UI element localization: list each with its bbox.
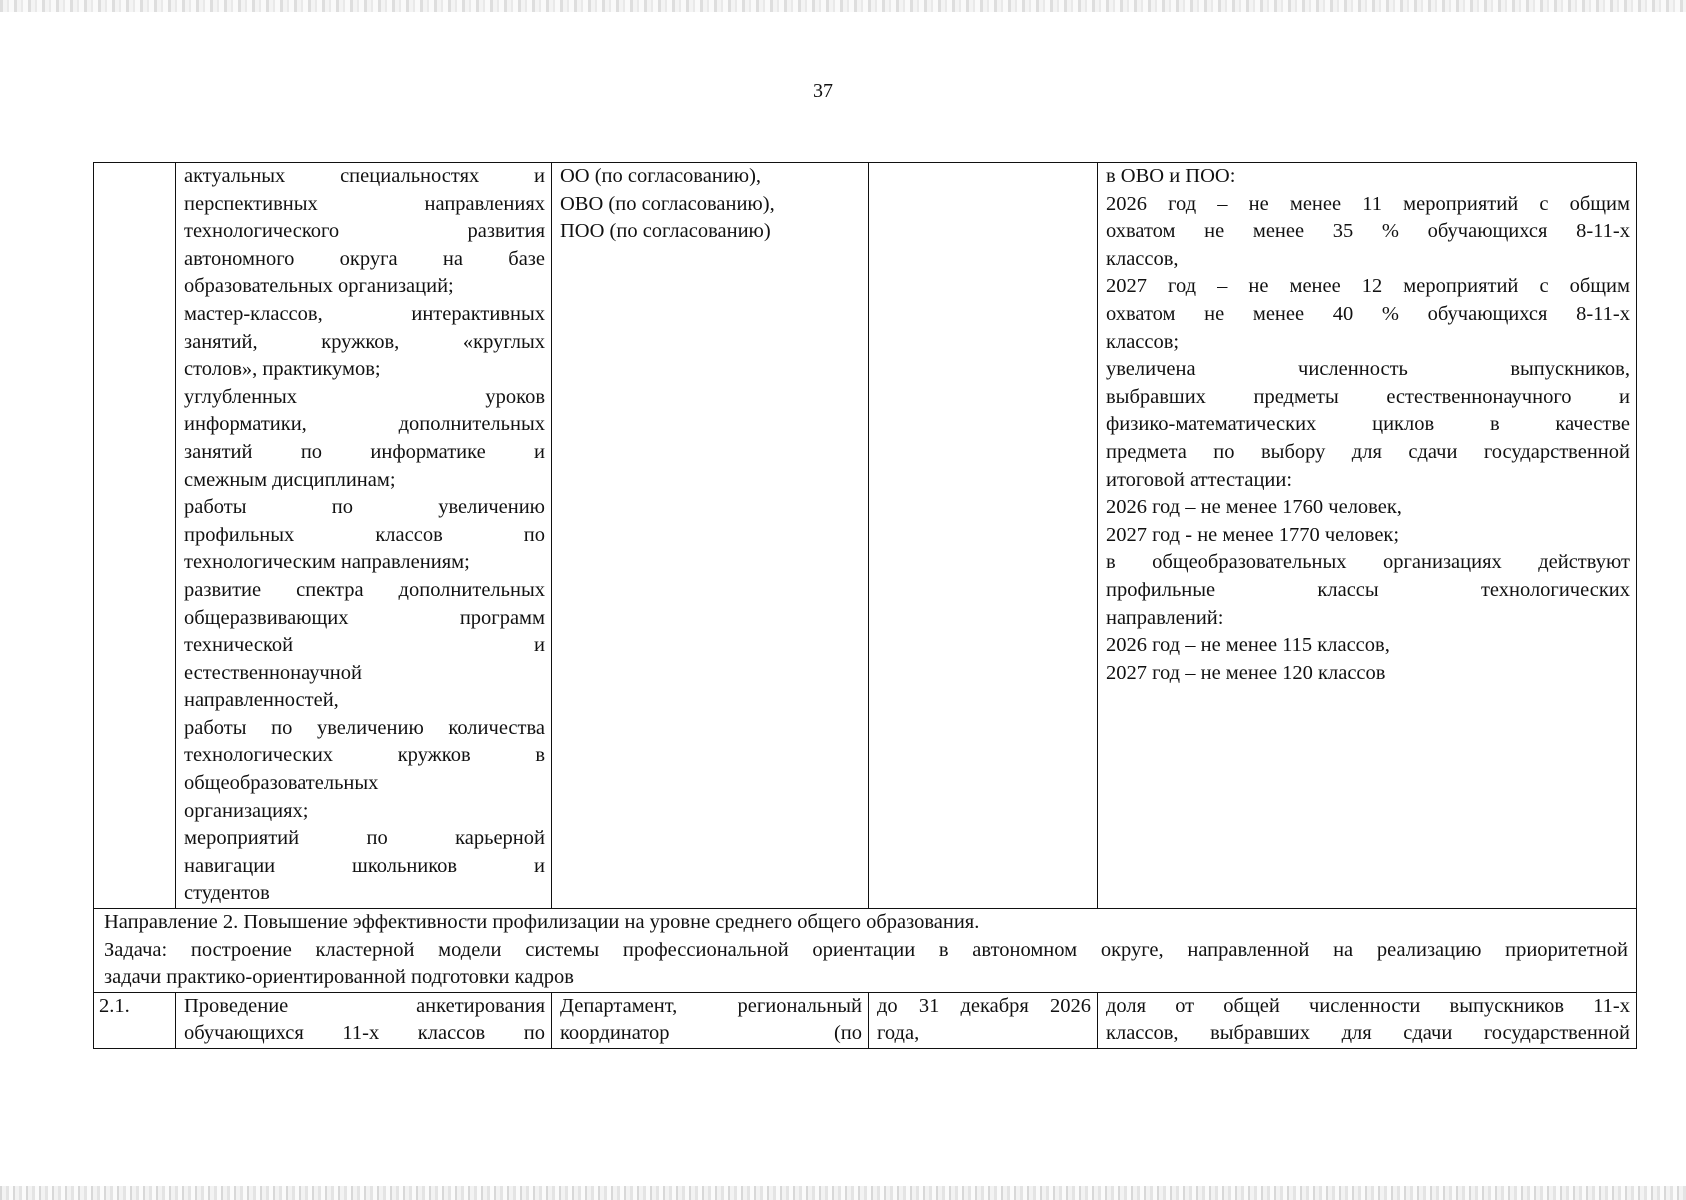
text-line: выбравших предметы естественнонаучного и [1106,385,1630,408]
text-line: Департамент, региональный [560,994,862,1017]
section-cell [94,909,1637,993]
text-line: навигации школьников и [184,854,545,877]
text-line: классов; [1106,330,1180,353]
direction-heading: Направление 2. Повышение эффективности профилизации на уровне среднего общего образования. [104,911,980,934]
text-line: 2027 год - не менее 1770 человек; [1106,523,1400,546]
text-line: 2027 год – не менее 120 классов [1106,661,1386,684]
activity-text [184,163,545,908]
executor-text [560,163,862,246]
row-2-1 [94,992,1637,1048]
plan-table [93,162,1637,1049]
text-line: охватом не менее 35 % обучающихся 8-11-х [1106,220,1630,243]
text-line: технологических кружков в [184,744,545,767]
text-line: профильные классы технологических [1106,578,1630,601]
cell-deadline [869,992,1098,1048]
text-line: технологического развития [184,220,545,243]
text-line: мастер-классов, интерактивных [184,302,545,325]
cell-number [94,163,176,909]
deadline-text [877,993,1091,1048]
continued-row [94,163,1637,909]
text-line: автономного округа на базе [184,247,545,270]
text-line: 2026 год – не менее 1760 человек, [1106,496,1402,519]
task-line-1: Задача: построение кластерной модели системы профессиональной ориентации в автономном округе, направленной на реализацию приоритетной [104,938,1628,961]
text-line: ОВО (по согласованию), [560,192,775,215]
text-line: увеличена численность выпускников, [1106,358,1630,381]
text-line: естественнонаучной [184,661,362,684]
page-number: 37 [813,80,833,102]
activity-text [184,993,545,1048]
text-line: занятий по информатике и [184,440,545,463]
text-line: 2026 год – не менее 11 мероприятий с общим [1106,192,1630,215]
text-line: профильных классов по [184,523,545,546]
cell-number: 2.1. [94,992,176,1048]
text-line: мероприятий по карьерной [184,827,545,850]
text-line: направленностей, [184,689,339,712]
text-line: перспективных направлениях [184,192,545,215]
text-line: организациях; [184,799,309,822]
text-line: итоговой аттестации: [1106,468,1293,491]
text-line: развитие спектра дополнительных [184,578,545,601]
text-line: Проведение анкетирования [184,994,545,1017]
text-line: смежным дисциплинам; [184,468,396,491]
cell-activity [176,992,552,1048]
text-line: охватом не менее 40 % обучающихся 8-11-х [1106,302,1630,325]
text-line: углубленных уроков [184,385,545,408]
text-line: студентов [184,882,270,905]
executor-text [560,993,862,1048]
text-line: 2027 год – не менее 12 мероприятий с общим [1106,275,1630,298]
text-line: направлений: [1106,606,1224,629]
text-line: классов, [1106,247,1179,270]
result-text [1106,163,1630,687]
cell-result [1098,992,1637,1048]
cell-deadline [869,163,1098,909]
text-line: работы по увеличению количества [184,716,545,739]
text-line: технической и [184,634,545,657]
text-line: образовательных организаций; [184,275,454,298]
scan-edge-bottom [0,1186,1686,1200]
text-line: классов, выбравших для сдачи государственной [1106,1022,1630,1045]
text-line: года, [877,1022,920,1045]
text-line: информатики, дополнительных [184,413,545,436]
task-line-2: задачи практико-ориентированной подготовки кадров [104,966,574,989]
text-line: 2026 год – не менее 115 классов, [1106,634,1390,657]
text-line: предмета по выбору для сдачи государственной [1106,440,1630,463]
text-line: ОО (по согласованию), [560,165,762,187]
text-line: физико-математических циклов в качестве [1106,413,1630,436]
text-line: в общеобразовательных организациях действуют [1106,551,1630,574]
text-line: обучающихся 11-х классов по [184,1022,545,1045]
text-line: в ОВО и ПОО: [1106,165,1236,187]
text-line: работы по увеличению [184,496,545,519]
text-line: доля от общей численности выпускников 11-х [1106,994,1630,1017]
text-line: занятий, кружков, «круглых [184,330,545,353]
cell-executor [552,163,869,909]
text-line: общеразвивающих программ [184,606,545,629]
cell-result [1098,163,1637,909]
text-line: ПОО (по согласованию) [560,220,771,243]
text-line: общеобразовательных [184,772,379,795]
cell-activity [176,163,552,909]
text-line: актуальных специальностях и [184,165,545,187]
cell-executor [552,992,869,1048]
text-line: технологическим направлениям; [184,551,470,574]
text-line: до 31 декабря 2026 [877,994,1091,1017]
text-line: столов», практикумов; [184,358,381,381]
result-text [1106,993,1630,1048]
scan-edge-top [0,0,1686,12]
text-line: координатор (по [560,1022,862,1045]
section-row [94,909,1637,993]
